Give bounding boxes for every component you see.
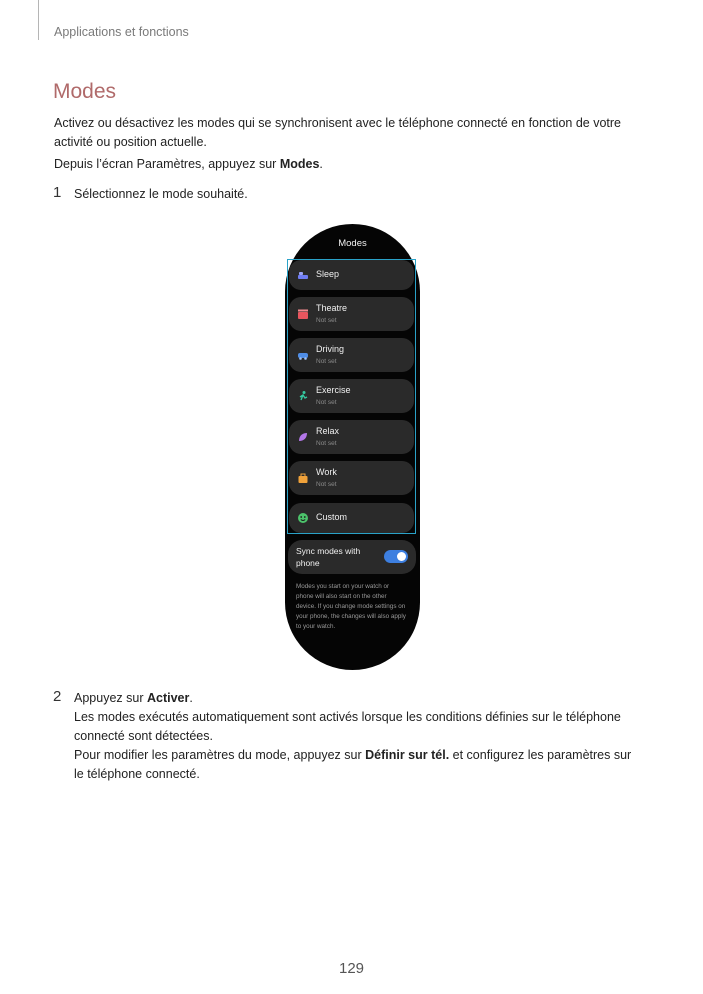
step-2-number: 2 <box>53 688 62 705</box>
mode-label: Relax <box>316 426 340 436</box>
step-2-detail-2 <box>74 746 644 784</box>
sleep-icon <box>297 269 309 281</box>
toggle-knob <box>397 552 406 561</box>
intro-instruction-bold: Modes <box>279 157 320 171</box>
mode-item-driving[interactable] <box>289 338 414 372</box>
mode-item-sleep[interactable] <box>289 260 414 290</box>
step-1-number: 1 <box>53 184 62 201</box>
step-2-suffix: . <box>189 691 193 705</box>
page-margin-rule <box>38 0 39 40</box>
watch-title: Modes <box>338 238 367 249</box>
mode-status: Not set <box>316 358 337 365</box>
mode-item-relax[interactable] <box>289 420 414 454</box>
step-1-text: Sélectionnez le mode souhaité. <box>74 187 248 201</box>
mode-label: Custom <box>316 512 348 522</box>
mode-status: Not set <box>316 440 337 447</box>
step-2-detail-2-prefix: Pour modifier les paramètres du mode, appuyez sur <box>74 748 366 762</box>
mode-label: Theatre <box>316 303 348 313</box>
mode-item-custom[interactable] <box>289 503 414 533</box>
step-2-prefix: Appuyez sur <box>74 691 147 705</box>
intro-instruction <box>54 155 654 174</box>
car-icon <box>297 349 309 361</box>
page-number: 129 <box>338 960 365 977</box>
work-icon <box>297 472 309 484</box>
exercise-icon <box>297 390 309 402</box>
sync-modes-setting[interactable] <box>288 540 416 574</box>
mode-item-exercise[interactable] <box>289 379 414 413</box>
mode-label: Driving <box>316 344 345 354</box>
step-2-instruction <box>74 689 644 708</box>
theatre-icon <box>297 308 309 320</box>
activate-label: Activer <box>146 691 190 705</box>
mode-item-work[interactable] <box>289 461 414 495</box>
intro-instruction-end: . <box>319 157 323 171</box>
step-2-detail-2-suffix: et configurez les paramètres sur le téléphone connecté. <box>74 748 632 781</box>
mode-label: Work <box>316 467 337 477</box>
sync-modes-toggle[interactable] <box>384 550 408 563</box>
mode-status: Not set <box>316 481 337 488</box>
step-2-text <box>74 689 644 784</box>
sync-modes-description: Modes you start on your watch or phone will also start on the other device. If you change mode settings on your phone, the changes will also apply to your watch. <box>296 583 406 630</box>
watch-screen <box>285 224 420 670</box>
mode-status: Not set <box>316 317 337 324</box>
intro-paragraph: Activez ou désactivez les modes qui se synchronisent avec le téléphone connecté en fonction de votre activité ou position actuelle. <box>54 116 622 149</box>
mode-label: Exercise <box>316 385 351 395</box>
intro-instruction-text: Depuis l’écran Paramètres, appuyez sur <box>54 157 280 171</box>
step-2-detail-1: Les modes exécutés automatiquement sont activés lorsque les conditions définies sur le téléphone connecté sont détectées. <box>74 710 621 743</box>
custom-icon <box>297 512 309 524</box>
mode-status: Not set <box>316 399 337 406</box>
mode-label: Sleep <box>316 269 340 279</box>
page-title: Modes <box>53 80 117 103</box>
leaf-icon <box>297 431 309 443</box>
sync-modes-label: Sync modes with phone <box>296 546 361 568</box>
mode-item-theatre[interactable] <box>289 297 414 331</box>
set-on-phone-label: Définir sur tél. <box>365 748 450 762</box>
section-header: Applications et fonctions <box>54 25 189 39</box>
